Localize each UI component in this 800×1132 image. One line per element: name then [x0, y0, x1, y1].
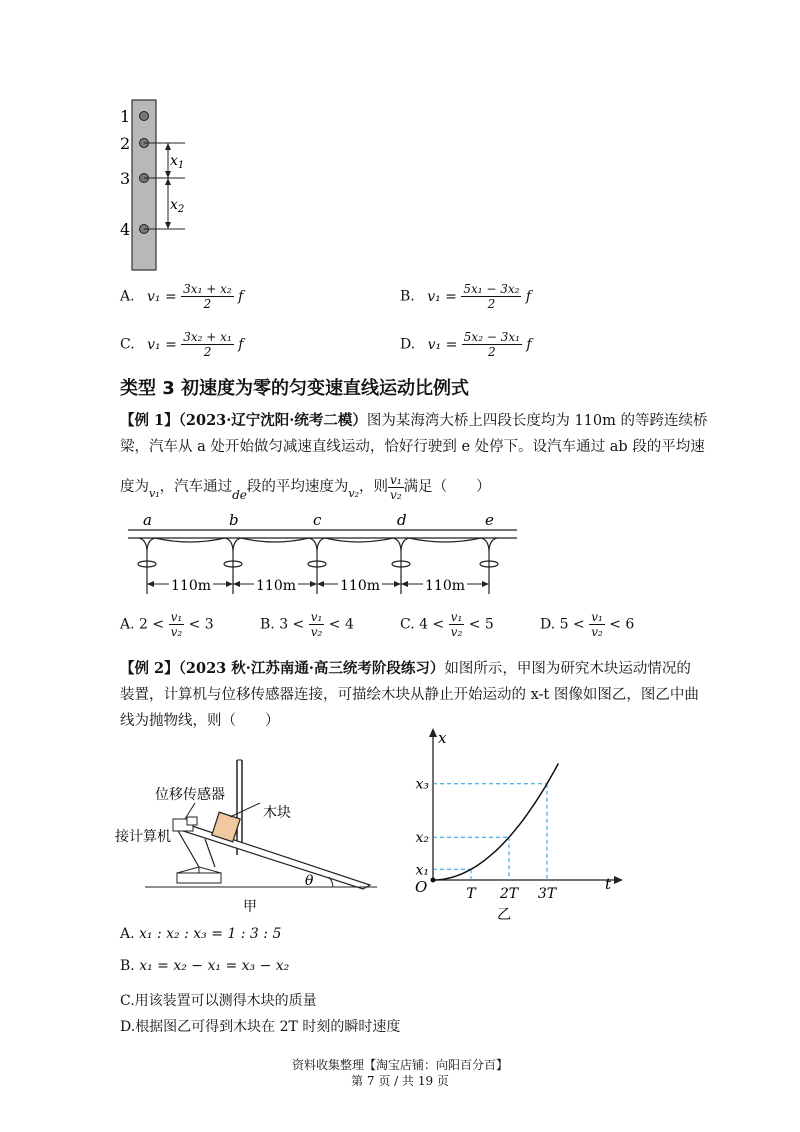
example1-option-d[interactable]: D. 5 < $\frac{\text{v₁}}{\text{v₂}}$ < 6	[540, 610, 635, 639]
figure-yi-xt-graph	[385, 725, 630, 925]
span-label-3: 110m	[340, 578, 380, 594]
tick-x-2: x₂	[415, 830, 429, 847]
example2-line3: 线为抛物线，则（ ）	[120, 713, 280, 729]
strip-num-2: 2	[120, 134, 131, 153]
example2-option-c[interactable]: C.用该装置可以测得木块的质量	[120, 993, 317, 1009]
span-label-4: 110m	[425, 578, 465, 594]
span-label-2: 110m	[256, 578, 296, 594]
example2-line2: 装置，计算机与位移传感器连接，可描绘木块从静止开始运动的 x-t 图像如图乙，图乙中曲	[120, 687, 699, 703]
example1-option-a[interactable]: A. 2 < $\frac{\text{v₁}}{\text{v₂}}$ < 3	[120, 610, 214, 639]
example2-option-a[interactable]: A. x₁ : x₂ : x₃ = 1 : 3 : 5	[120, 926, 282, 942]
prev-option-d[interactable]: D. v₁ = $\frac{\text{5x₂ − 3x₁}}{2}$ f	[400, 330, 532, 359]
example1-option-c[interactable]: C. 4 < $\frac{\text{v₁}}{\text{v₂}}$ < 5	[400, 610, 494, 639]
dot-1	[140, 112, 149, 121]
parabola-curve	[433, 764, 558, 881]
example2-option-b[interactable]: B. x₁ = x₂ − x₁ = x₃ − x₂	[120, 958, 290, 974]
bridge-label-c: c	[313, 512, 322, 529]
label-x1: $x_1$	[170, 153, 185, 171]
tick-x-3: x₃	[415, 776, 429, 793]
tick-t-3: 3T	[537, 886, 557, 902]
example1-option-b[interactable]: B. 3 < $\frac{\text{v₁}}{\text{v₂}}$ < 4	[260, 610, 354, 639]
prev-option-a[interactable]: A. v₁ = $\frac{\text{3x₁ + x₂}}{2}$ f	[120, 282, 244, 311]
caption-yi: 乙	[497, 907, 511, 923]
tick-x-1: x₁	[415, 862, 429, 879]
section-title: 类型 3 初速度为零的匀变速直线运动比例式	[120, 378, 470, 399]
label-computer: 接计算机	[115, 829, 171, 845]
y-axis-label: x	[438, 729, 447, 747]
strip	[132, 100, 156, 270]
origin-label: O	[415, 878, 428, 896]
figure-jia-apparatus	[115, 755, 380, 915]
strip-num-1: 1	[120, 107, 131, 126]
footer-page-number: 第 7 页 / 共 19 页	[351, 1074, 449, 1088]
example1-line2: 梁，汽车从 a 处开始做匀减速直线运动，恰好行驶到 e 处停下。设汽车通过 ab 段的平均速	[120, 439, 705, 455]
footer-source: 资料收集整理【淘宝店铺：向阳百分百】	[291, 1058, 508, 1072]
caption-jia: 甲	[243, 899, 257, 915]
bridge-label-b: b	[229, 512, 239, 529]
label-theta: θ	[305, 873, 314, 889]
label-sensor: 位移传感器	[155, 787, 225, 803]
label-block: 木块	[263, 805, 291, 821]
bridge-label-d: d	[397, 512, 407, 529]
x-axis-label: t	[605, 875, 612, 893]
strip-num-4: 4	[120, 220, 131, 239]
strip-num-3: 3	[120, 169, 131, 188]
prev-option-c[interactable]: C. v₁ = $\frac{\text{3x₂ + x₁}}{2}$ f	[120, 330, 244, 359]
example2-line1: 【例 2】（2023 秋·江苏南通·高三统考阶段练习）如图所示，甲图为研究木块运动情况的	[120, 660, 691, 677]
timer-strip-figure	[110, 95, 220, 275]
example1-line1: 【例 1】（2023·辽宁沈阳·统考二模）图为某海湾大桥上四段长度均为 110m 的等跨连续桥	[120, 412, 708, 429]
label-x2: $x_2$	[170, 197, 185, 215]
tick-t-1: T	[466, 886, 476, 902]
span-label-1: 110m	[171, 578, 211, 594]
bridge-label-e: e	[485, 512, 494, 529]
bridge-figure	[125, 512, 520, 602]
example2-option-d[interactable]: D.根据图乙可得到木块在 2T 时刻的瞬时速度	[120, 1019, 401, 1035]
prev-option-b[interactable]: B. v₁ = $\frac{\text{5x₁ − 3x₂}}{2}$ f	[400, 282, 532, 311]
bridge-label-a: a	[143, 512, 152, 529]
tick-t-2: 2T	[499, 886, 519, 902]
example1-line3: 度为$_{v_1}$，汽车通过$_{de}$段的平均速度为$_{v_2}$，则 $\frac{\text{v₁}}{\text{v₂}}$ 满足（ ）	[120, 472, 491, 502]
